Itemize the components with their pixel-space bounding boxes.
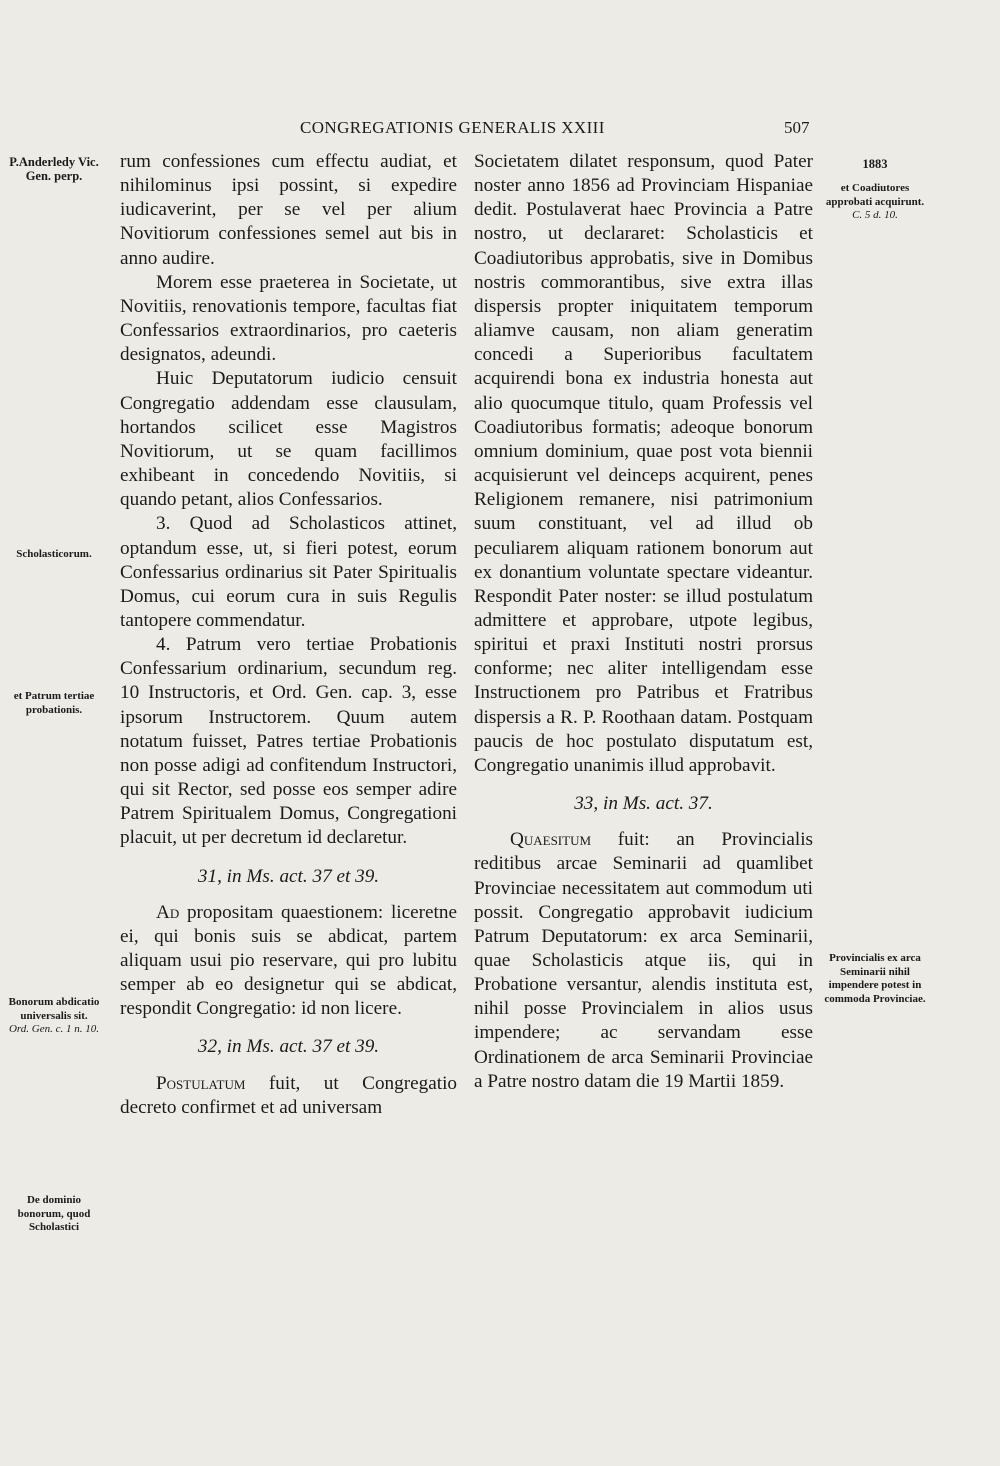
- margin-note-dominio: De dominio bonorum, quod Scholastici: [17, 1194, 91, 1233]
- running-header: [0, 118, 1000, 142]
- section-reference-32: 32, in Ms. act. 37 et 39.: [197, 1036, 380, 1058]
- paragraph: [474, 828, 813, 1094]
- margin-note-coadiutores: [822, 182, 928, 223]
- paragraph: rum confessiones cum effectu audiat, et nihilominus ipsi possint, si expedire iudicaverint, per se vel per alium Novitiorum confessiones semel aut bis in anno audire.: [120, 151, 457, 269]
- text-column-left: [120, 150, 457, 1120]
- paragraph: Societatem dilatet responsum, quod Pater noster anno 1856 ad Provinciam Hispaniae dedit. Postulaverat haec Provincia a Patre nostro, ut declararet: Scholasticis et Coadiutoribus approbatis, sive in Domibus nostris commorantibus, sive extra illas dispersis propter iniquitatem temporum aliamve causam, non aliam generatim concedi a Superioribus facultatem acquirendi bona ex industria honesta aut alio quocumque titulo, quam Professis vel Coadiutoribus formatis; adeoque bonorum omnium dominium, quae post vota biennii acquisierunt vel deinceps acquirent, penes Religionem remanere, nisi patrimonium suum constituant, vel ad illud ob peculiarem aliquam rationem bonorum aut ex donantium voluntate spectare videantur. Respondit Pater noster: se illud postulatum admittere et approbare, utpote legibus, spiritui et praxi Instituti nostri prorsus conforme; nec aliter intelligendam esse Instructionem pro Patribus et Fratribus dispersis a R. P. Roothaan datam. Postquam paucis de hoc postulato disputatum est, Congregatio unanimis illud approbavit.: [474, 151, 813, 776]
- margin-note-coadiutores-ref: C. 5 d. 10.: [852, 209, 898, 221]
- paragraph: 3. Quod ad Scholasticos attinet, optandum esse, ut, si fieri potest, eorum Confessarius ordinarius sit Pater Spiritualis Domus, cui eorum cura in suis Regulis tantopere commendatur.: [120, 513, 457, 631]
- margin-note-scholasticorum: Scholasticorum.: [16, 548, 92, 560]
- margin-note-provincialis: Provincialis ex arca Seminarii nihil impendere potest in commoda Provinciae.: [824, 952, 926, 1005]
- running-title: CONGREGATIONIS GENERALIS XXIII: [300, 118, 605, 137]
- text-column-right: [474, 150, 813, 1094]
- paragraph: Huic Deputatorum iudicio censuit Congregatio addendam esse clausulam, hortandos scilicet esse Magistros Novitiorum, ut se quam facillimos exhibeant in concedendo Novitiis, si quando petant, alios Confessarios.: [120, 368, 457, 511]
- section-reference-31: 31, in Ms. act. 37 et 39.: [197, 865, 380, 887]
- margin-note-year: 1883: [862, 157, 888, 171]
- margin-note-abdicatio-ref: Ord. Gen. c. 1 n. 10.: [8, 1023, 100, 1035]
- margin-note-tertiae: et Patrum tertiae probationis.: [13, 690, 95, 716]
- paragraph: [120, 901, 457, 1022]
- margin-note-abdicatio-text: Bonorum abdicatio universalis sit.: [8, 996, 100, 1022]
- lead-word: Postulatum: [156, 1072, 246, 1094]
- paragraph: [120, 1072, 457, 1120]
- page-number: 507: [784, 118, 810, 137]
- paragraph-text: fuit: an Provincialis reditibus arcae Seminarii ad quamlibet Provinciae necessitatem aut commodum uti possit. Congregatio approbavit iudicium Patrum Deputatorum: ex arca Seminarii, quae Scholasticis atque iis, qui in Probatione versantur, alendis instituta est, nihil posse Provincialem in alios usus impendere; ac servandam esse Ordinationem de arca Seminarii Provinciae a Patre nostro datam die 19 Martii 1859.: [474, 829, 813, 1092]
- margin-note-coadiutores-text: et Coadiutores approbati acquirunt.: [825, 182, 925, 208]
- lead-word: Ad: [156, 901, 180, 923]
- paragraph-text: fuit, ut Congregatio decreto confirmet et ad universam: [120, 1072, 458, 1118]
- margin-note-author: P.Anderledy Vic. Gen. perp.: [9, 155, 99, 183]
- paragraph-text: propositam quaestionem: liceretne ei, qui bonis suis se abdicat, partem aliquam usui pio reservare, qui pro lubitu semper ab eo designetur qui se abdicat, respondit Congregatio: id non licere.: [120, 901, 457, 1020]
- paragraph: Morem esse praeterea in Societate, ut Novitiis, renovationis tempore, facultas fiat Confessarios extraordinarios, pro caeteris designatos, adeundi.: [120, 271, 457, 366]
- margin-note-abdicatio: [8, 996, 100, 1037]
- paragraph: 4. Patrum vero tertiae Probationis Confessarium ordinarium, secundum reg. 10 Instructoris, et Ord. Gen. cap. 3, esse ipsorum Instructorem. Quum autem notatum fuisset, Patres tertiae Probationis non posse adigi ad confitendum Instructori, qui sit Rector, sed posse eos semper adire Patrem Spiritualem Domus, Congregationi placuit, ut per decretum id declaretur.: [120, 634, 457, 849]
- section-reference-33: 33, in Ms. act. 37.: [574, 793, 713, 815]
- lead-word: Quaesitum: [510, 829, 592, 851]
